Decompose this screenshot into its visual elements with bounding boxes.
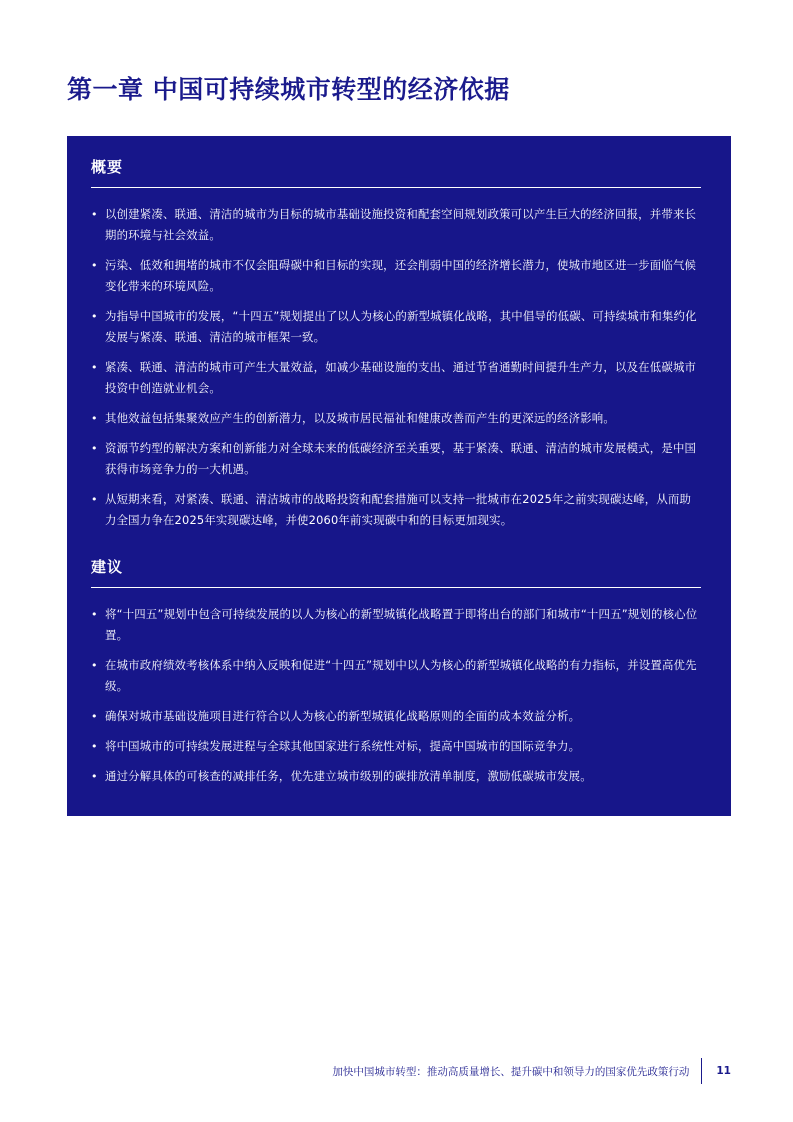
list-item xyxy=(91,438,701,480)
list-item xyxy=(91,766,701,787)
list-item xyxy=(91,706,701,727)
footer-report-title: 加快中国城市转型：推动高质量增长、提升碳中和领导力的国家优先政策行动 xyxy=(332,1065,690,1078)
recommendations-section xyxy=(91,556,701,796)
summary-section xyxy=(91,156,701,540)
bullet-icon: • xyxy=(91,412,98,425)
bullet-icon: • xyxy=(91,259,98,272)
key-points-box xyxy=(67,136,731,816)
list-item xyxy=(91,255,701,297)
page-title: 第一章 中国可持续城市转型的经济依据 xyxy=(67,75,510,104)
bullet-icon: • xyxy=(91,493,98,506)
list-item-text: 为指导中国城市的发展，“十四五”规划提出了以人为核心的新型城镇化战略，其中倡导的低碳、可持续城市和集约化发展与紧凑、联通、清洁的城市框架一致。 xyxy=(105,309,697,344)
recommendations-list xyxy=(91,604,701,787)
list-item-text: 通过分解具体的可核查的减排任务，优先建立城市级别的碳排放清单制度，激励低碳城市发展。 xyxy=(105,769,592,783)
bullet-icon: • xyxy=(91,442,98,455)
page-footer xyxy=(332,1058,731,1084)
list-item xyxy=(91,736,701,757)
footer-divider xyxy=(701,1058,702,1084)
list-item xyxy=(91,489,701,531)
bullet-icon: • xyxy=(91,659,98,672)
bullet-icon: • xyxy=(91,710,98,723)
bullet-icon: • xyxy=(91,740,98,753)
list-item-text: 将中国城市的可持续发展进程与全球其他国家进行系统性对标，提高中国城市的国际竞争力。 xyxy=(105,739,581,753)
list-item-text: 在城市政府绩效考核体系中纳入反映和促进“十四五”规划中以人为核心的新型城镇化战略的有力指标，并设置高优先级。 xyxy=(105,658,697,693)
list-item-text: 紧凑、联通、清洁的城市可产生大量效益，如减少基础设施的支出、通过节省通勤时间提升生产力，以及在低碳城市投资中创造就业机会。 xyxy=(105,360,697,395)
list-item-text: 资源节约型的解决方案和创新能力对全球未来的低碳经济至关重要，基于紧凑、联通、清洁的城市发展模式，是中国获得市场竞争力的一大机遇。 xyxy=(105,441,697,476)
list-item xyxy=(91,204,701,246)
summary-heading: 概要 xyxy=(91,156,701,188)
list-item-text: 从短期来看，对紧凑、联通、清洁城市的战略投资和配套措施可以支持一批城市在2025年之前实现碳达峰，从而助力全国力争在2025年实现碳达峰，并使2060年前实现碳中和的目标更加现实。 xyxy=(105,492,692,527)
bullet-icon: • xyxy=(91,608,98,621)
list-item xyxy=(91,357,701,399)
bullet-icon: • xyxy=(91,310,98,323)
bullet-icon: • xyxy=(91,361,98,374)
list-item-text: 污染、低效和拥堵的城市不仅会阻碍碳中和目标的实现，还会削弱中国的经济增长潜力，使城市地区进一步面临气候变化带来的环境风险。 xyxy=(105,258,697,293)
list-item xyxy=(91,604,701,646)
list-item-text: 确保对城市基础设施项目进行符合以人为核心的新型城镇化战略原则的全面的成本效益分析。 xyxy=(105,709,581,723)
list-item xyxy=(91,655,701,697)
summary-list xyxy=(91,204,701,531)
recommendations-heading: 建议 xyxy=(91,556,701,588)
list-item-text: 其他效益包括集聚效应产生的创新潜力，以及城市居民福祉和健康改善而产生的更深远的经济影响。 xyxy=(105,411,615,425)
bullet-icon: • xyxy=(91,208,98,221)
list-item xyxy=(91,408,701,429)
list-item-text: 将“十四五”规划中包含可持续发展的以人为核心的新型城镇化战略置于即将出台的部门和城市“十四五”规划的核心位置。 xyxy=(105,607,698,642)
page-number: 11 xyxy=(716,1065,731,1077)
bullet-icon: • xyxy=(91,770,98,783)
list-item-text: 以创建紧凑、联通、清洁的城市为目标的城市基础设施投资和配套空间规划政策可以产生巨大的经济回报，并带来长期的环境与社会效益。 xyxy=(105,207,697,242)
list-item xyxy=(91,306,701,348)
